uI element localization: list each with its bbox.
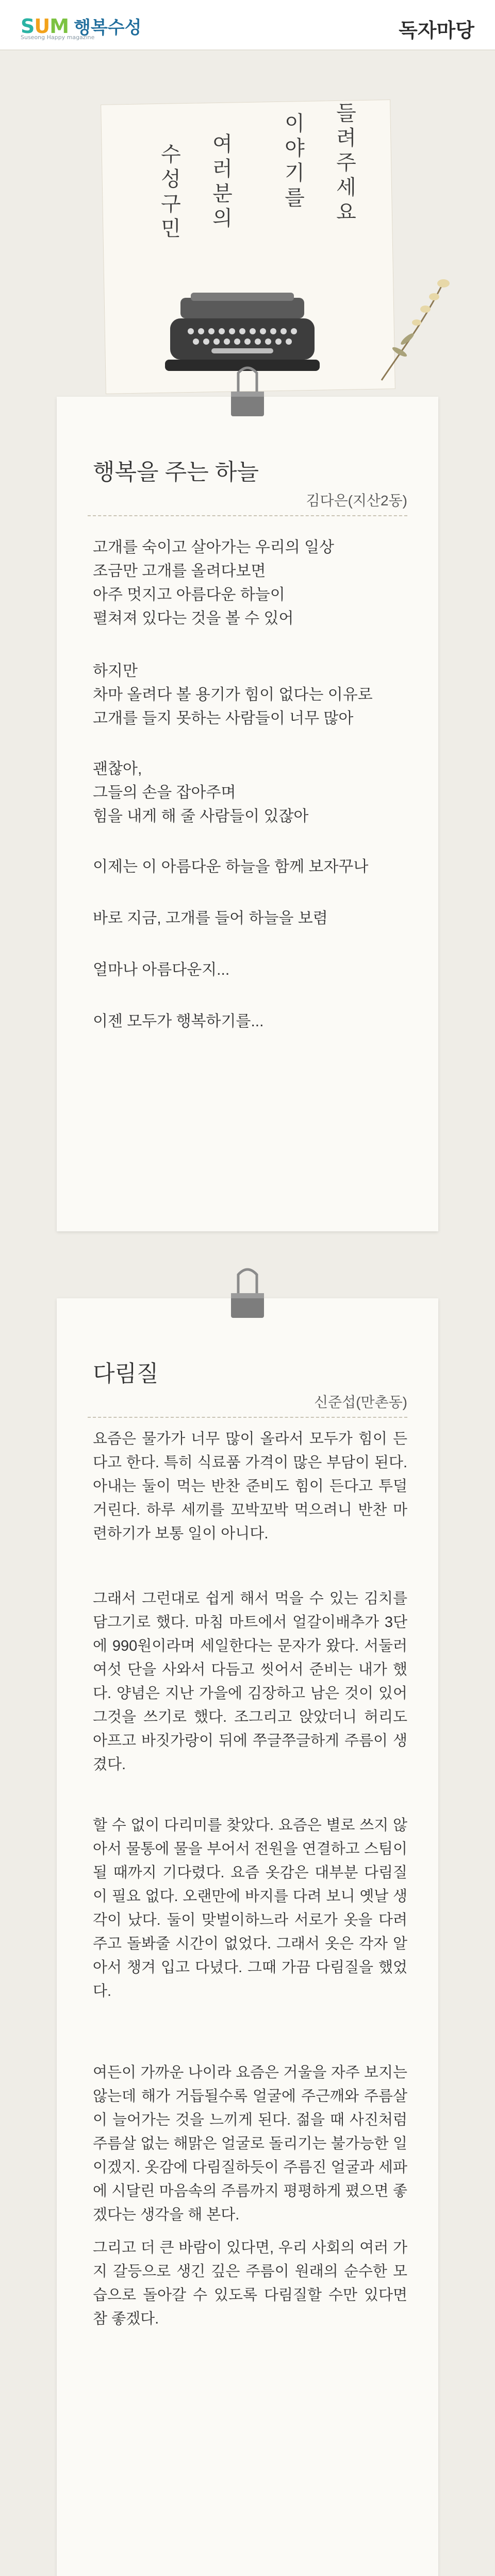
poem-stanza xyxy=(93,659,407,731)
poem-stanza xyxy=(93,958,407,982)
essay-author: 신준섭(만촌동) xyxy=(314,1394,407,1410)
poem-stanza xyxy=(93,907,407,930)
poem-line: 아주 멋지고 아름다운 하늘이 xyxy=(93,586,285,603)
logo-mark: SUM xyxy=(21,14,69,38)
essay-title: 다림질 xyxy=(93,1361,159,1386)
poem-line: 바로 지금, 고개를 들어 하늘을 보렴 xyxy=(93,910,328,927)
poem-stanza xyxy=(93,855,407,879)
hero-banner xyxy=(0,50,495,411)
poem-title: 행복을 주는 하늘 xyxy=(93,460,259,485)
poem-card xyxy=(57,397,438,1231)
poem-line: 하지만 xyxy=(93,663,138,680)
section-title: 독자마당 xyxy=(399,19,474,42)
poem-line: 힘을 내게 해 줄 사람들이 있잖아 xyxy=(93,808,309,825)
essay-paragraph: 여든이 가까운 나이라 요즘은 거울을 자주 보지는 않는데 해가 거듭될수록 얼굴에 주근깨와 주름살이 늘어가는 것을 느끼게 된다. 젊을 때 사진처럼 주름살 없는 해맑은 얼굴로 돌리기는 불가능한 일이겠지. 옷감에 다림질하듯이 주름진 얼굴과 세파에 시달린 마음속의 주름까지 평평하게 폈으면 좋겠다는 생각을 해 본다. xyxy=(93,2064,407,2223)
poem-line: 얼마나 아름다운지... xyxy=(93,961,230,978)
poem-line: 고개를 숙이고 살아가는 우리의 일상 xyxy=(93,539,335,556)
poem-stanza xyxy=(93,1010,407,1033)
poem-stanza xyxy=(93,757,407,828)
logo-text: 행복수성 xyxy=(74,18,142,38)
essay-paragraph: 그리고 더 큰 바람이 있다면, 우리 사회의 여러 가지 갈등으로 생긴 깊은 주름이 원래의 순수한 모습으로 돌아갈 수 있도록 다림질할 수만 있다면 참 좋겠다. xyxy=(93,2240,407,2327)
poem-line: 이제는 이 아름다운 하늘을 함께 보자꾸나 xyxy=(93,858,369,875)
poem-line: 차마 올려다 볼 용기가 힘이 없다는 이유로 xyxy=(93,686,373,703)
site-header xyxy=(0,0,495,50)
binder-clip-icon xyxy=(227,1267,268,1324)
hero-line-2: 여러분의 xyxy=(209,133,233,232)
essay-paragraph: 그래서 그런대로 쉽게 해서 먹을 수 있는 김치를 담그기로 했다. 마침 마트에서 얼갈이배추가 3단에 990원이라며 세일한다는 문자가 왔다. 서둘러 여섯 단을 사와서 다듬고 씻어서 준비는 내가 했다. 양념은 지난 가을에 김장하고 남은 것이 있어 그것을 쓰기로 했다. 조그리고 앉았더니 허리도 아프고 바짓가랑이 뒤에 쭈글쭈글하게 주름이 생겼다. xyxy=(93,1590,407,1773)
essay-card xyxy=(57,1298,438,2576)
hero-line-3: 이야기를 xyxy=(281,112,305,211)
divider xyxy=(88,1417,407,1418)
poem-line: 고개를 들지 못하는 사람들이 너무 많아 xyxy=(93,710,354,727)
hero-line-4: 들려주세요 xyxy=(333,102,356,226)
poem-stanza xyxy=(93,536,407,631)
poem-line: 펼쳐져 있다는 것을 볼 수 있어 xyxy=(93,610,294,627)
binder-clip-icon xyxy=(227,366,268,422)
poem-author: 김다은(지산2동) xyxy=(306,493,407,509)
poem-line: 그들의 손을 잡아주며 xyxy=(93,784,236,801)
hero-line-1: 수성구민 xyxy=(157,143,181,242)
poem-line: 괜찮아, xyxy=(93,760,142,777)
dried-flower-illustration xyxy=(371,272,454,385)
poem-line: 이젠 모두가 행복하기를... xyxy=(93,1013,264,1030)
divider xyxy=(88,515,407,516)
poem-line: 조금만 고개를 올려다보면 xyxy=(93,563,266,580)
essay-paragraph: 요즘은 물가가 너무 많이 올라서 모두가 힘이 든다고 한다. 특히 식료품 가격이 많은 부담이 된다. 아내는 둘이 먹는 반찬 준비도 힘이 든다고 투덜거린다. 하루 세끼를 꼬박꼬박 먹으려니 반찬 마련하기가 보통 일이 아니다. xyxy=(93,1431,407,1542)
logo-tagline: Suseong Happy magazine xyxy=(21,34,95,41)
essay-paragraph: 할 수 없이 다리미를 찾았다. 요즘은 별로 쓰지 않아서 물통에 물을 부어서 전원을 연결하고 스팀이 될 때까지 기다렸다. 요즘 옷감은 대부분 다림질이 필요 없다. 오랜만에 바지를 다려 보니 옛날 생각이 났다. 둘이 맞벌이하느라 서로가 옷을 다려주고 돌봐줄 시간이 없었다. 그래서 옷은 각자 알아서 챙겨 입고 다녔다. 그때 가끔 다림질을 했었다. xyxy=(93,1817,407,1999)
